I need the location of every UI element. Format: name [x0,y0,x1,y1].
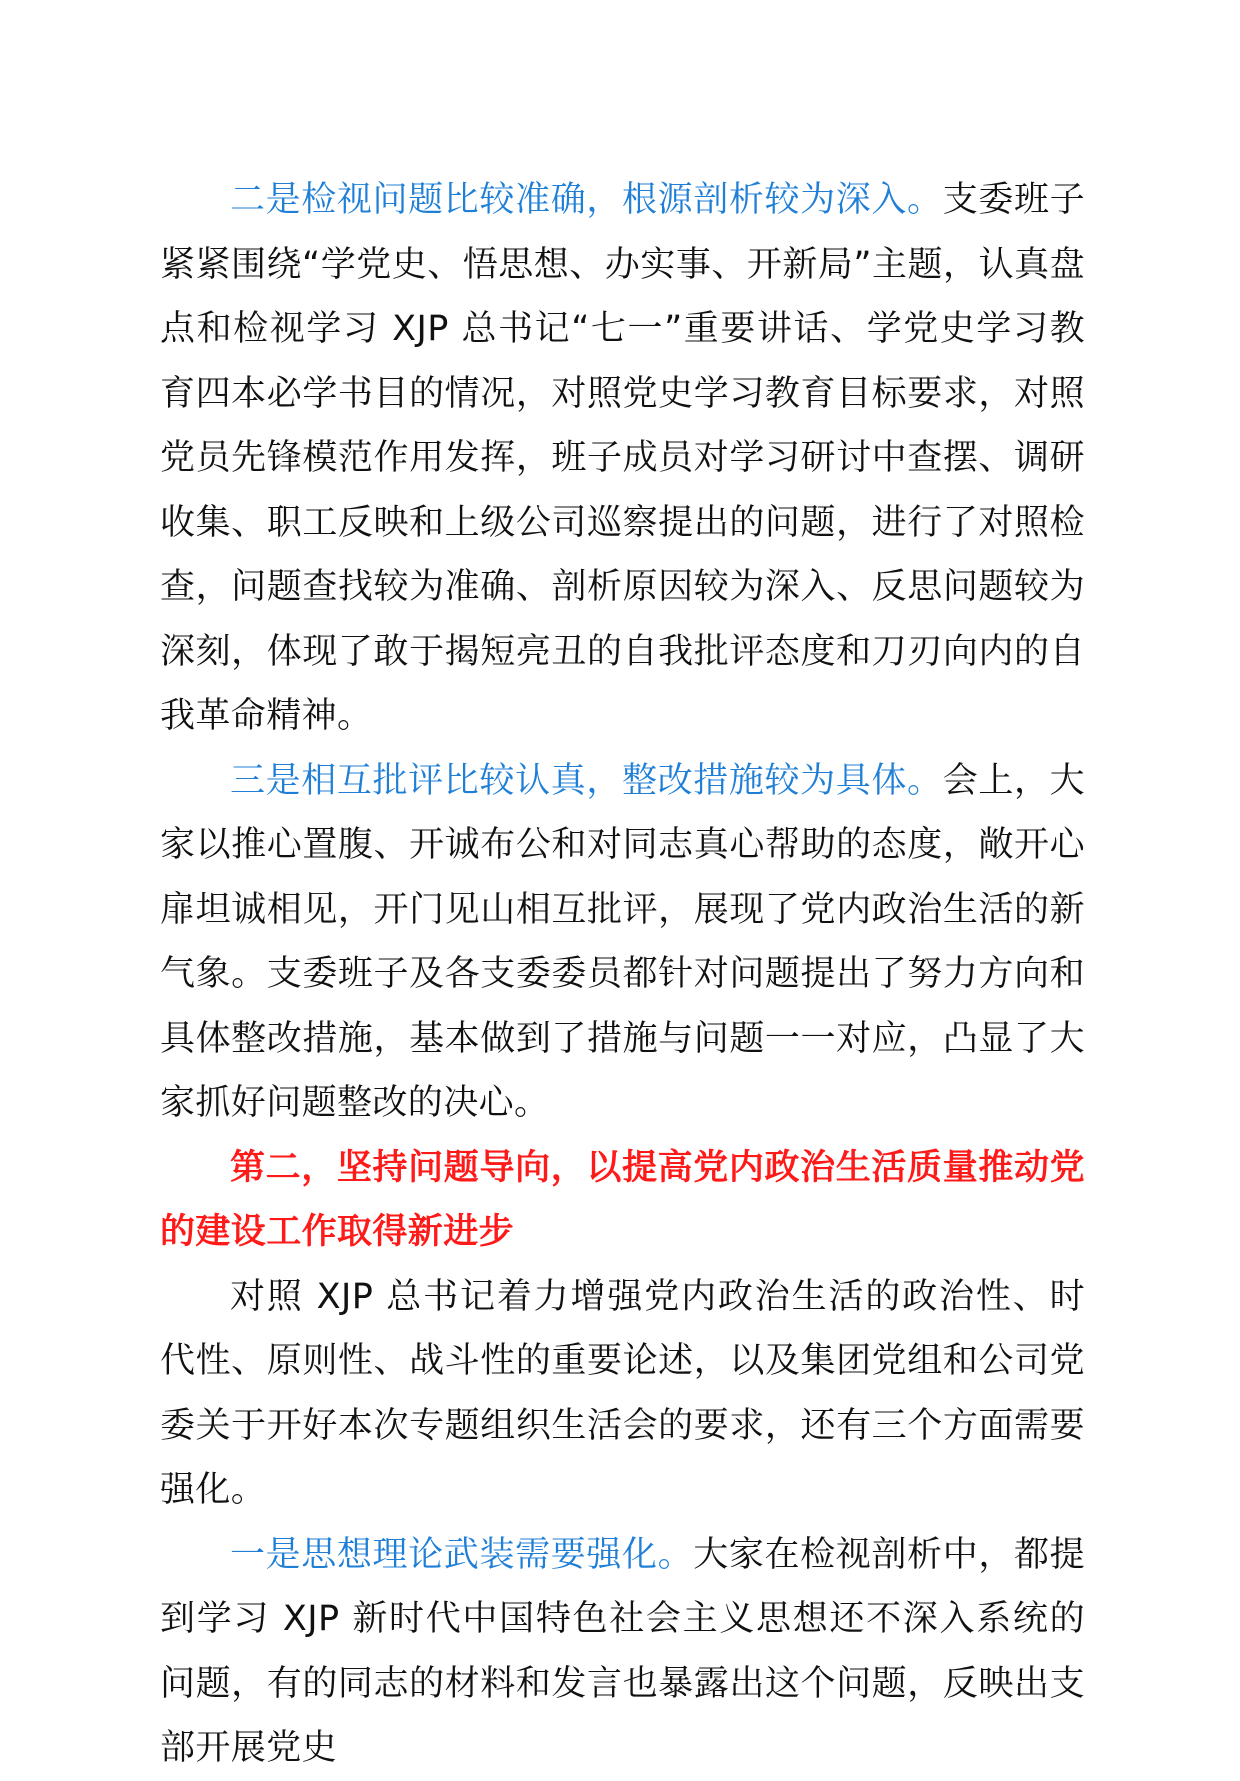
paragraph-body: 大家在检视剖析中，都提到学习 XJP 新时代中国特色社会主义思想还不深入系统的问题，有的同志的材料和发言也暴露出这个问题，反映出支部开展党史 [160,1534,1085,1768]
paragraph-theory-armament [160,1523,1085,1781]
section-heading: 第二，坚持问题导向，以提高党内政治生活质量推动党的建设工作取得新进步 [160,1147,1085,1252]
document-page [160,168,1085,1781]
paragraph-mutual-criticism [160,749,1085,1136]
paragraph-body: 会上，大家以推心置腹、开诚布公和对同志真心帮助的态度，敞开心扉坦诚相见，开门见山相互批评，展现了党内政治生活的新气象。支委班子及各支委委员都针对问题提出了努力方向和具体整改措施，基本做到了措施与问题一一对应，凸显了大家抓好问题整改的决心。 [160,760,1085,1123]
paragraph-lead: 二是检视问题比较准确，根源剖析较为深入。 [230,180,943,220]
paragraph-intro: 对照 XJP 总书记着力增强党内政治生活的政治性、时代性、原则性、战斗性的重要论述，以及集团党组和公司党委关于开好本次专题组织生活会的要求，还有三个方面需要强化。 [160,1276,1085,1510]
paragraph-body: 支委班子紧紧围绕“学党史、悟思想、办实事、开新局”主题，认真盘点和检视学习 XJP 总书记“七一”重要讲话、学党史学习教育四本必学书目的情况，对照党史学习教育目标要求，对照党员先锋模范作用发挥，班子成员对学习研讨中查摆、调研收集、职工反映和上级公司巡察提出的问题，进行了对照检查，问题查找较为准确、剖析原因较为深入、反思问题较为深刻，体现了敢于揭短亮丑的自我批评态度和刀刃向内的自我革命精神。 [160,180,1085,736]
paragraph-review-problems [160,168,1085,749]
paragraph-lead: 一是思想理论武装需要强化。 [230,1534,694,1575]
paragraph-lead: 三是相互批评比较认真，整改措施较为具体。 [230,760,943,801]
